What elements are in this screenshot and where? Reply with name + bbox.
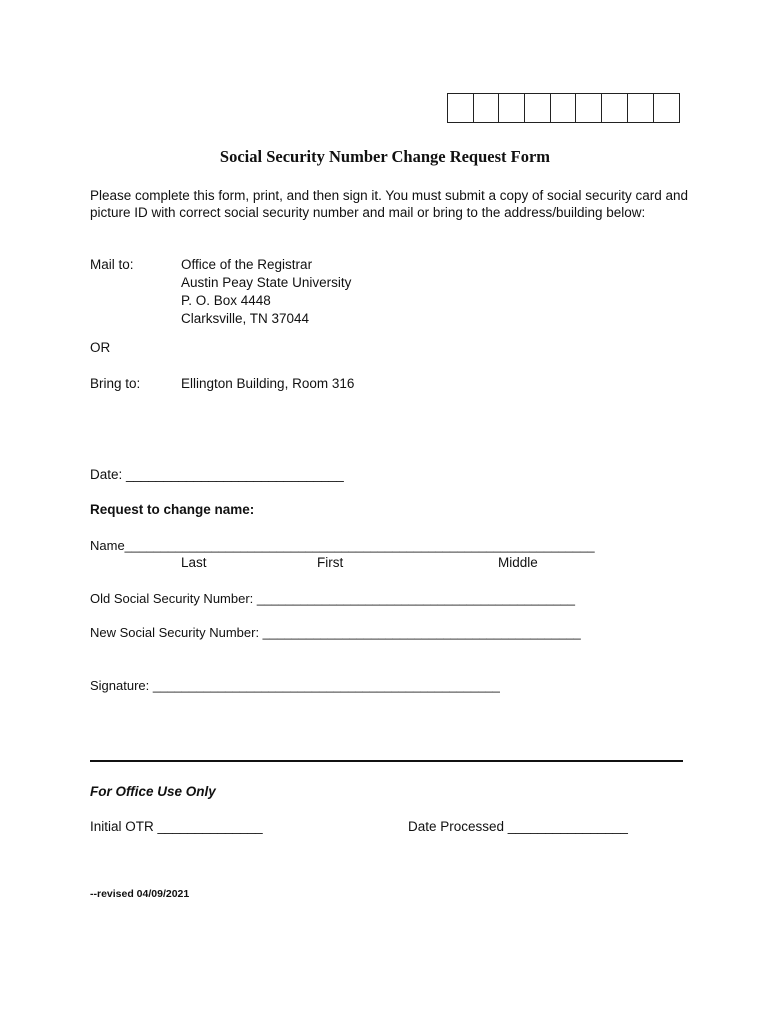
name-middle-caption: Middle [498,555,538,570]
date-processed-field[interactable]: Date Processed ________________ [408,819,628,834]
mail-address-line: Austin Peay State University [181,275,352,290]
old-ssn-field[interactable]: Old Social Security Number: ____________________________________________ [90,591,576,606]
new-ssn-field[interactable]: New Social Security Number: ____________________________________________ [90,625,581,640]
ssn-box[interactable] [499,94,525,122]
ssn-box[interactable] [654,94,680,122]
office-use-heading: For Office Use Only [90,784,216,799]
ssn-box[interactable] [525,94,551,122]
name-last-caption: Last [181,555,207,570]
ssn-box[interactable] [576,94,602,122]
or-text: OR [90,340,111,355]
divider [90,760,683,762]
date-field[interactable]: Date: _____________________________ [90,467,344,482]
intro-text: Please complete this form, print, and then sign it. You must submit a copy of social security card and picture ID with correct social security number and mail or bring to the address/building below: [90,188,689,220]
ssn-boxes [447,93,680,123]
name-first-caption: First [317,555,344,570]
mail-address-line: P. O. Box 4448 [181,293,271,308]
ssn-box[interactable] [474,94,500,122]
bring-label: Bring to: [90,376,141,391]
ssn-box[interactable] [602,94,628,122]
revision-date: --revised 04/09/2021 [90,888,190,900]
ssn-box[interactable] [628,94,654,122]
bring-location: Ellington Building, Room 316 [181,376,355,391]
signature-field[interactable]: Signature: ________________________________________________ [90,678,500,693]
mail-address-line: Clarksville, TN 37044 [181,311,310,326]
ssn-box[interactable] [448,94,474,122]
mail-address-line: Office of the Registrar [181,257,313,272]
mail-label: Mail to: [90,257,134,272]
form-title: Social Security Number Change Request Form [219,147,551,166]
name-field[interactable]: Name_________________________________________________________________ [90,538,595,553]
request-heading: Request to change name: [90,502,255,517]
ssn-box[interactable] [551,94,577,122]
initial-otr-field[interactable]: Initial OTR ______________ [90,819,263,834]
